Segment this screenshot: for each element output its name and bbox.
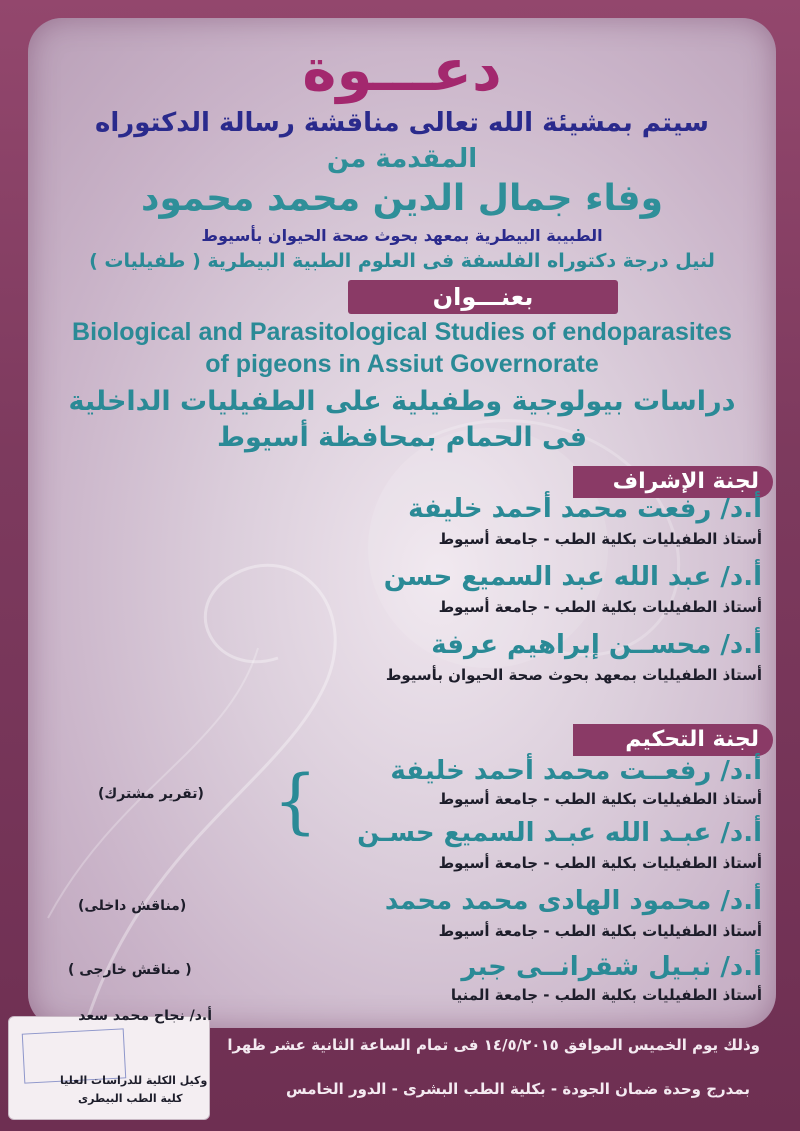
supervisor-affiliation: أستاذ الطفيليات بمعهد بحوث صحة الحيوان بأسيوط xyxy=(385,666,762,684)
invitation-card xyxy=(28,18,776,1028)
vice-dean-title: وكيل الكلية للدراسات العليا xyxy=(60,1074,208,1087)
examiner-name: أ.د/ عبـد الله عبـد السميع حسـن xyxy=(357,818,762,848)
arabic-title-line-1: دراسات بيولوجية وطفيلية على الطفيليات الداخلية xyxy=(68,386,736,417)
examiner-affiliation: أستاذ الطفيليات بكلية الطب - جامعة المنيا xyxy=(450,986,762,1004)
vice-dean-name: أ.د/ نجاح محمد سعد xyxy=(78,1008,212,1024)
invitation-title: دعـــوة xyxy=(302,36,502,104)
examiner-affiliation: أستاذ الطفيليات بكلية الطب - جامعة أسيوط xyxy=(438,854,762,872)
presented-by-line: المقدمة من xyxy=(326,144,478,174)
supervisor-name: أ.د/ رفعت محمد أحمد خليفة xyxy=(408,494,762,524)
examination-banner: لجنة التحكيم xyxy=(573,724,773,756)
supervisor-affiliation: أستاذ الطفيليات بكلية الطب - جامعة أسيوط xyxy=(438,530,762,548)
external-examiner-label: ( مناقش خارجى ) xyxy=(68,962,192,978)
candidate-name: وفاء جمال الدين محمد محمود xyxy=(141,178,663,219)
footer-date-line: وذلك يوم الخميس الموافق ١٤/٥/٢٠١٥ فى تمام الساعة الثانية عشر ظهرا xyxy=(227,1036,760,1054)
candidate-title: الطبيبة البيطرية بمعهد بحوث صحة الحيوان بأسيوط xyxy=(201,226,603,245)
english-title-line-2: of pigeons in Assiut Governorate xyxy=(205,350,599,378)
joint-report-brace: { xyxy=(273,760,318,842)
internal-examiner-label: (مناقش داخلى) xyxy=(78,898,187,914)
examiner-name: أ.د/ محمود الهادى محمد محمد xyxy=(384,886,762,916)
footer-venue-line: بمدرج وحدة ضمان الجودة - بكلية الطب البشرى - الدور الخامس xyxy=(286,1080,750,1098)
degree-line: لنيل درجة دكتوراه الفلسفة فى العلوم الطبية البيطرية ( طفيليات ) xyxy=(89,250,715,272)
intro-line: سيتم بمشيئة الله تعالى مناقشة رسالة الدكتوراه xyxy=(95,108,709,138)
supervision-banner: لجنة الإشراف xyxy=(573,466,773,498)
examiner-name: أ.د/ نبـيل شقرانــى جبر xyxy=(461,952,762,982)
english-title-line-1: Biological and Parasitological Studies of endoparasites xyxy=(72,318,732,346)
faculty-name: كلية الطب البيطرى xyxy=(78,1092,183,1105)
thesis-title-banner: بعنـــوان xyxy=(348,280,618,314)
supervisor-name: أ.د/ محســن إبراهيم عرفة xyxy=(431,630,762,660)
examiner-name: أ.د/ رفعــت محمد أحمد خليفة xyxy=(390,756,762,786)
supervisor-affiliation: أستاذ الطفيليات بكلية الطب - جامعة أسيوط xyxy=(438,598,762,616)
arabic-title-line-2: فى الحمام بمحافظة أسيوط xyxy=(216,422,588,453)
joint-report-label: (تقرير مشترك) xyxy=(98,786,204,802)
supervisor-name: أ.د/ عبد الله عبد السميع حسن xyxy=(383,562,762,592)
examiner-affiliation: أستاذ الطفيليات بكلية الطب - جامعة أسيوط xyxy=(438,790,762,808)
examiner-affiliation: أستاذ الطفيليات بكلية الطب - جامعة أسيوط xyxy=(438,922,762,940)
